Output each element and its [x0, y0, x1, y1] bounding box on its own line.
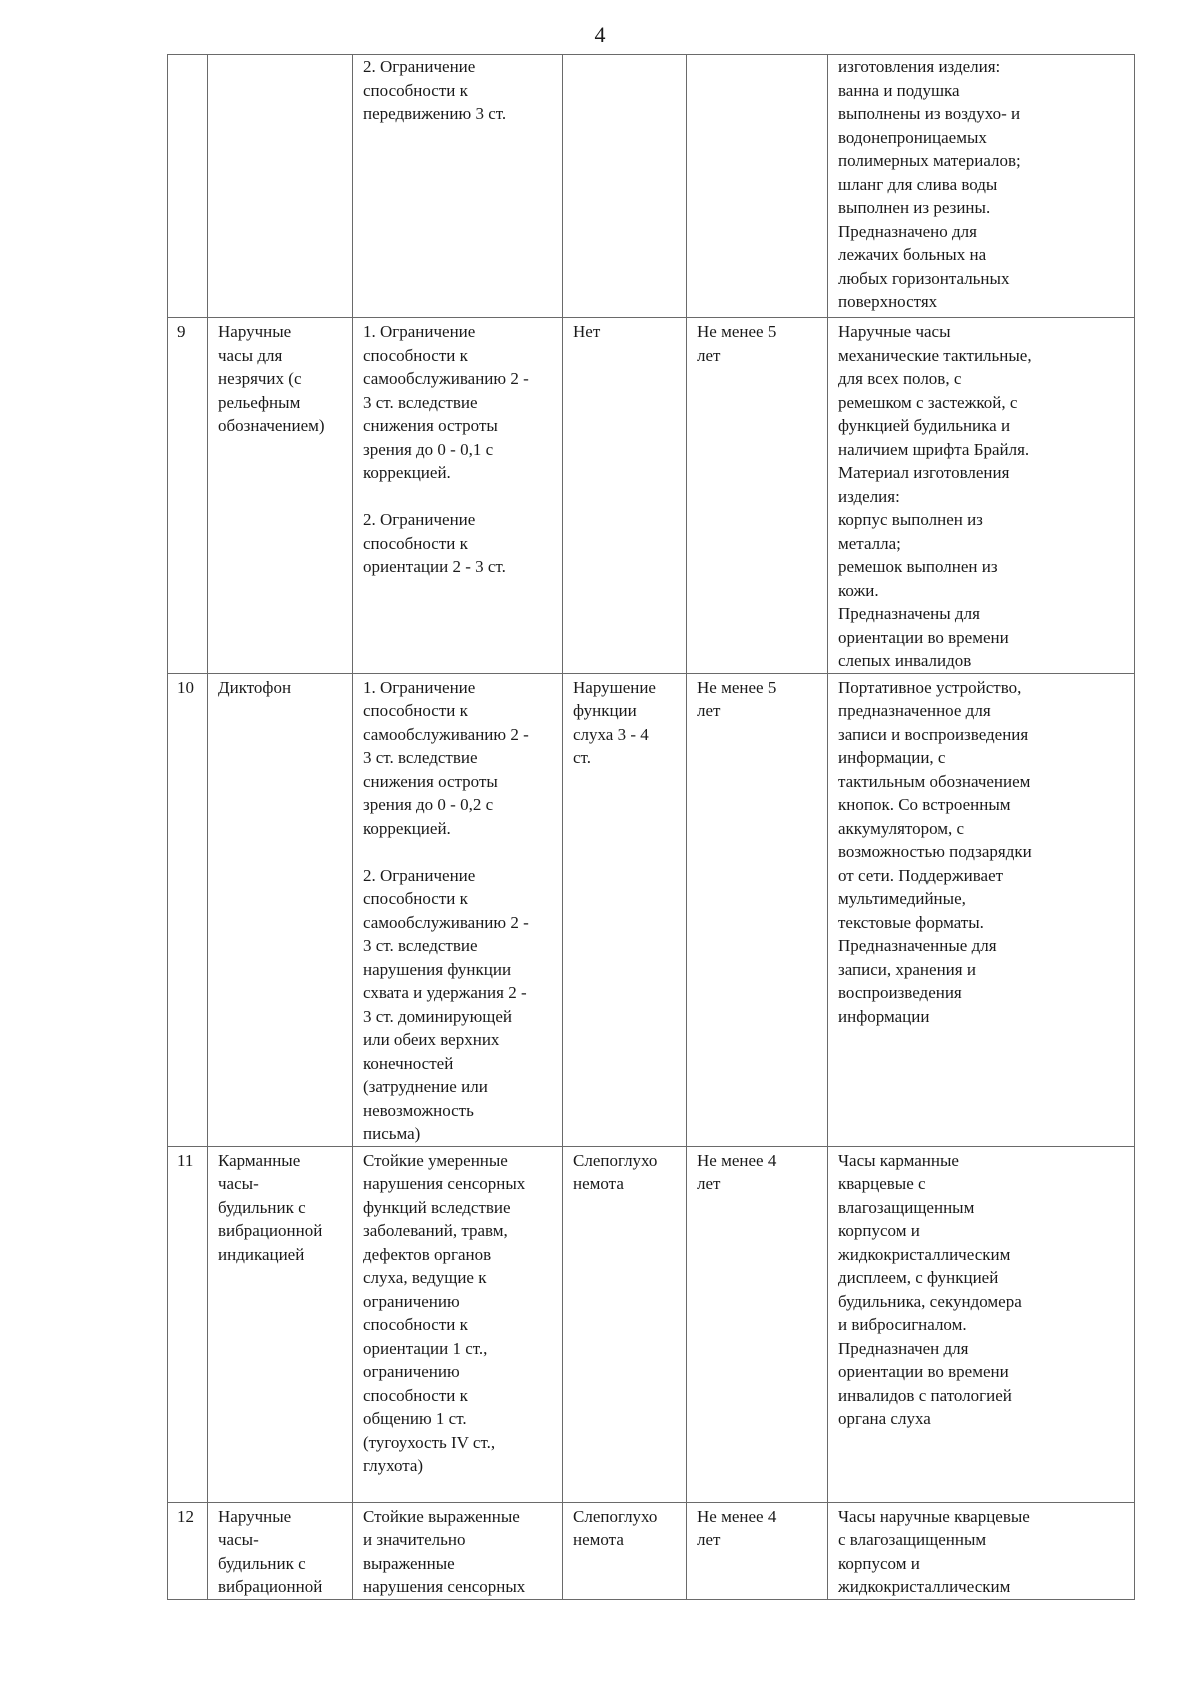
product-name-cell: Карманные часы- будильник с вибрационной индикацией — [208, 1146, 353, 1502]
row-number-cell: 11 — [168, 1146, 208, 1502]
row-number-cell: 9 — [168, 318, 208, 674]
contraindications-cell: Нет — [563, 318, 687, 674]
table-row — [168, 1146, 1135, 1502]
contraindications-cell: Нарушение функции слуха 3 - 4 ст. — [563, 673, 687, 1146]
page-number: 4 — [594, 22, 606, 47]
description-cell: Наручные часы механические тактильные, для всех полов, с ремешком с застежкой, с функцией будильника и наличием шрифта Брайля. Материал изготовления изделия: корпус выполнен из металла; ремешок выполнен из кожи. Предназначены для ориентации во времени слепых инвалидов — [828, 318, 1135, 674]
row-number-cell — [168, 55, 208, 318]
table-row — [168, 673, 1135, 1146]
indications-cell: Стойкие выраженные и значительно выраженные нарушения сенсорных — [353, 1502, 563, 1599]
contraindications-cell — [563, 55, 687, 318]
products-table — [167, 54, 1135, 1600]
indications-cell: Стойкие умеренные нарушения сенсорных функций вследствие заболеваний, травм, дефектов органов слуха, ведущие к ограничению способности к ориентации 1 ст., ограничению способности к общению 1 ст. (тугоухость IV ст., глухота) — [353, 1146, 563, 1502]
product-name-cell: Диктофон — [208, 673, 353, 1146]
table-row — [168, 55, 1135, 318]
description-cell: изготовления изделия: ванна и подушка выполнены из воздухо- и водонепроницаемых полимерных материалов; шланг для слива воды выполнен из резины. Предназначено для лежачих больных на любых горизонтальных поверхностях — [828, 55, 1135, 318]
term-cell — [687, 55, 828, 318]
term-cell: Не менее 4 лет — [687, 1502, 828, 1599]
indications-cell: 1. Ограничение способности к самообслуживанию 2 - 3 ст. вследствие снижения остроты зрения до 0 - 0,1 с коррекцией. 2. Ограничение способности к ориентации 2 - 3 ст. — [353, 318, 563, 674]
description-cell: Часы наручные кварцевые с влагозащищенным корпусом и жидкокристаллическим — [828, 1502, 1135, 1599]
product-name-cell: Наручные часы- будильник с вибрационной — [208, 1502, 353, 1599]
row-number-cell: 10 — [168, 673, 208, 1146]
indications-cell: 1. Ограничение способности к самообслуживанию 2 - 3 ст. вследствие снижения остроты зрения до 0 - 0,2 с коррекцией. 2. Ограничение способности к самообслуживанию 2 - 3 ст. вследствие нарушения функции схвата и удержания 2 - 3 ст. доминирующей или обеих верхних конечностей (затруднение или невозможность письма) — [353, 673, 563, 1146]
term-cell: Не менее 5 лет — [687, 673, 828, 1146]
term-cell: Не менее 5 лет — [687, 318, 828, 674]
contraindications-cell: Слепоглухо немота — [563, 1502, 687, 1599]
term-cell: Не менее 4 лет — [687, 1146, 828, 1502]
contraindications-cell: Слепоглухо немота — [563, 1146, 687, 1502]
description-cell: Часы карманные кварцевые с влагозащищенным корпусом и жидкокристаллическим дисплеем, с функцией будильника, секундомера и вибросигналом. Предназначен для ориентации во времени инвалидов с патологией органа слуха — [828, 1146, 1135, 1502]
indications-cell: 2. Ограничение способности к передвижению 3 ст. — [353, 55, 563, 318]
description-cell: Портативное устройство, предназначенное для записи и воспроизведения информации, с тактильным обозначением кнопок. Со встроенным аккумулятором, с возможностью подзарядки от сети. Поддерживает мультимедийные, текстовые форматы. Предназначенные для записи, хранения и воспроизведения информации — [828, 673, 1135, 1146]
product-name-cell: Наручные часы для незрячих (с рельефным обозначением) — [208, 318, 353, 674]
row-number-cell: 12 — [168, 1502, 208, 1599]
table-row — [168, 1502, 1135, 1599]
table-row — [168, 318, 1135, 674]
product-name-cell — [208, 55, 353, 318]
